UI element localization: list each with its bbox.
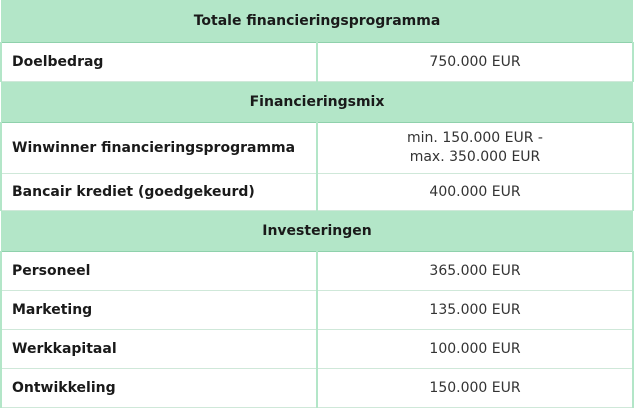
row-label: Ontwikkeling bbox=[1, 369, 317, 408]
row-label: Marketing bbox=[1, 291, 317, 330]
table-row bbox=[1, 252, 633, 291]
section-title: Investeringen bbox=[1, 211, 633, 252]
value-text: 750.000 EUR bbox=[429, 53, 521, 70]
row-value bbox=[317, 252, 633, 291]
section-header-mix bbox=[1, 82, 633, 123]
row-label: Bancair krediet (goedgekeurd) bbox=[1, 174, 317, 211]
table-row bbox=[1, 369, 633, 408]
row-label: Winwinner financieringsprogramma bbox=[1, 123, 317, 174]
row-value bbox=[317, 330, 633, 369]
value-text: 400.000 EUR bbox=[429, 183, 521, 200]
row-value bbox=[317, 174, 633, 211]
row-label: Doelbedrag bbox=[1, 43, 317, 82]
table-row bbox=[1, 174, 633, 211]
section-header-investments bbox=[1, 211, 633, 252]
value-text: 135.000 EUR bbox=[429, 301, 521, 318]
row-value bbox=[317, 291, 633, 330]
table-row bbox=[1, 330, 633, 369]
section-title: Totale financieringsprogramma bbox=[1, 0, 633, 43]
value-text: 100.000 EUR bbox=[429, 340, 521, 357]
row-label: Personeel bbox=[1, 252, 317, 291]
table-row bbox=[1, 291, 633, 330]
section-title: Financieringsmix bbox=[1, 82, 633, 123]
value-text: 150.000 EUR bbox=[429, 379, 521, 396]
section-header-total bbox=[1, 0, 633, 43]
table-row bbox=[1, 43, 633, 82]
row-label: Werkkapitaal bbox=[1, 330, 317, 369]
value-text-min: min. 150.000 EUR - bbox=[407, 130, 543, 146]
row-value bbox=[317, 369, 633, 408]
row-value bbox=[317, 123, 633, 174]
value-text-max: max. 350.000 EUR bbox=[409, 149, 541, 165]
table-row bbox=[1, 123, 633, 174]
row-value bbox=[317, 43, 633, 82]
value-text: 365.000 EUR bbox=[429, 262, 521, 279]
